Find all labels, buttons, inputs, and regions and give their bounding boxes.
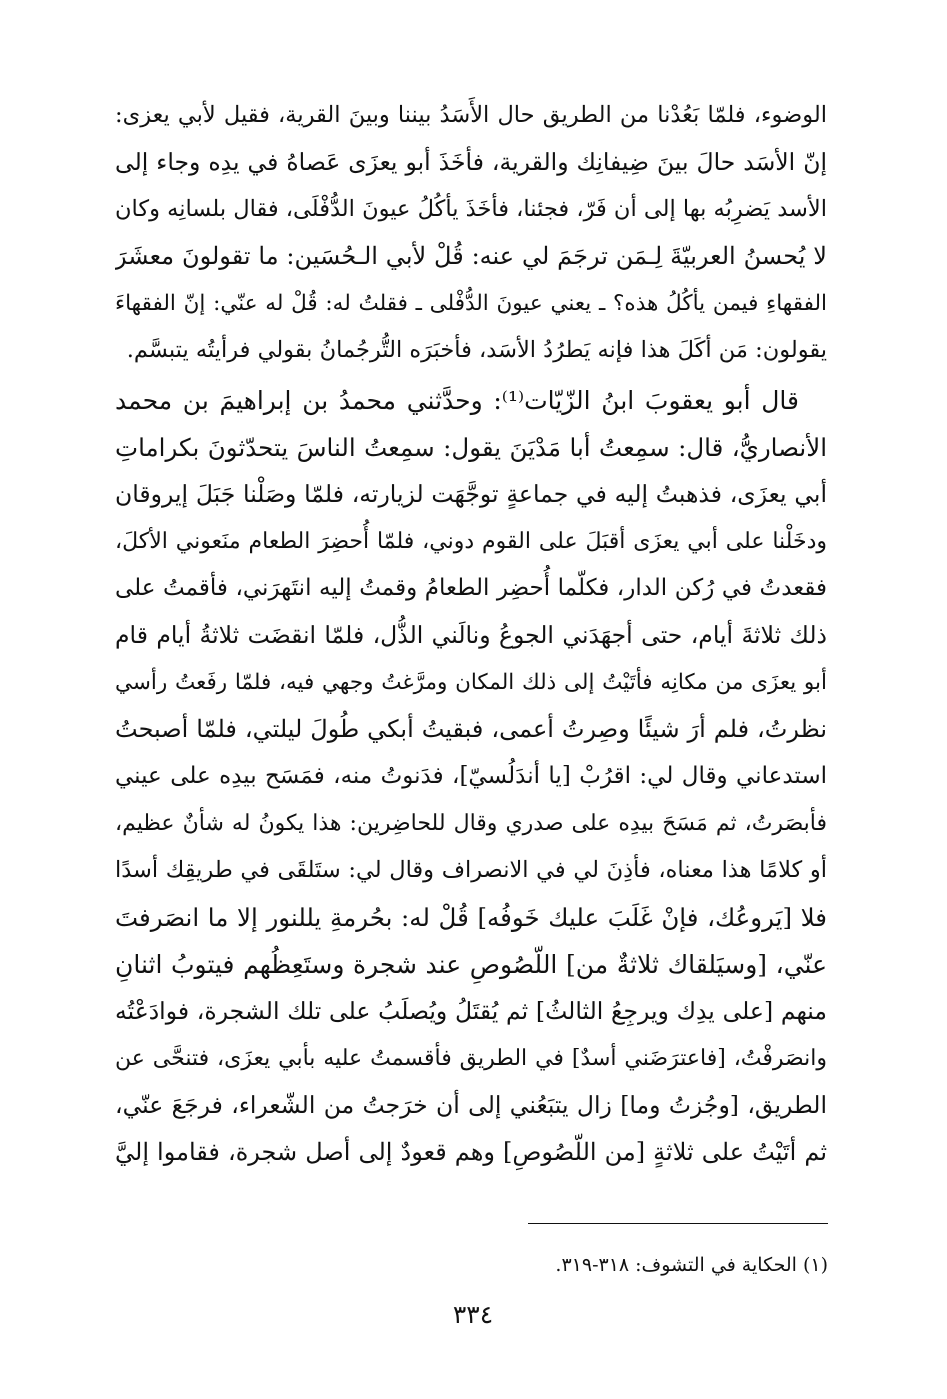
paragraph-2	[115, 377, 827, 1176]
text-line: الوضوء، فلمّا بَعُدْنا من الطريق حال الأَسَدُ بيننا وبينَ القرية، فقيل لأبي يعزى:	[115, 102, 827, 128]
footnote: (١) الحكاية في التشوف: ٣١٨-٣١٩.	[555, 1254, 828, 1276]
text-line: قال أبو يعقوبَ ابنُ الزّيّات⁽¹⁾: وحدَّثني محمدُ بن إبراهيمَ بن محمد	[115, 386, 799, 415]
text-line: الفقهاءِ فيمن يأكُلُ هذه؟ ـ يعني عيونَ الدُّفْلى ـ فقلتُ له: قُلْ له عنّي: إنّ الفقهاءَ	[115, 291, 827, 316]
text-line: فلا [يَروعُك، فإنْ غَلَبَ عليك خَوفُه] قُلْ له: بحُرمةِ يللنور إلا ما انصَرفتَ	[115, 903, 827, 932]
text-line: يقولون: مَن أكَلَ هذا فإنه يَطرُدُ الأسَد، فأخبَرَه التُّرجُمانُ بقولي فرأيتُه يتبسَّم.	[126, 337, 827, 363]
page-number: ٣٣٤	[452, 1300, 494, 1329]
text-line: ودخَلْنا على أبي يعزَى أقبَلَ على القوم دوني، فلمّا أُحضِرَ الطعام منَعوني الأكلَ،	[115, 529, 827, 554]
text-line: أبو يعزَى من مكانِه فأتَيْتُ إلى ذلك المكان ومرَّغتُ وجهي فيه، فلمّا رفَعتُ رأسي	[115, 670, 827, 695]
text-line: وانصَرفْتُ، [فاعترَضَني أسدٌ] في الطريق فأقسمتُ عليه بأبي يعزَى، فتنحَّى عن	[115, 1046, 827, 1071]
text-line: أو كلامًا هذا معناه، فأذِنَ لي في الانصراف وقال لي: ستَلقَى في طريقِك أسدًا	[115, 857, 827, 883]
text-line: منهم [على يدِك ويرجِعُ الثالثُ] ثم يُقتَلُ ويُصلَبُ على تلك الشجرة، فوادَعْتُه	[115, 997, 827, 1025]
footnote-divider	[528, 1223, 828, 1224]
text-line: ذلك ثلاثةَ أيام، حتى أجهَدَني الجوعُ ونالَني الذُّل، فلمّا انقضَت ثلاثةُ أيام قام	[115, 621, 827, 649]
text-line: فأبصَرتُ، ثم مَسَحَ بيدِه على صدري وقال للحاضِرين: هذا يكونُ له شأنٌ عظيم،	[115, 811, 827, 836]
text-line: الطريق، [وجُزتُ وما] زال يتبَعُني إلى أن خرَجتُ من الشّعراء، فرجَعَ عنّي،	[115, 1091, 827, 1119]
text-line: إنّ الأسَد حالَ بينَ ضِيفانِك والقرية، فأخَذَ أبو يعزَى عَصاهُ في يدِه وجاء إلى	[115, 148, 827, 176]
text-line: لا يُحسنُ العربيّةَ لِـمَن ترجَمَ لي عنه: قُلْ لأبي الـحُسَين: ما تقولونَ معشَرَ	[115, 242, 827, 270]
text-line: ثم أتَيْتُ على ثلاثةٍ [من اللّصُوصِ] وهم قعودٌ إلى أصل شجرة، فقاموا إليَّ	[115, 1138, 827, 1166]
text-line: الأسد يَضرِبُه بها إلى أن فَرّ، فجئنا، فأخَذَ يأكُلُ عيونَ الدُّفْلَى، فقال بلسانِه وكان	[115, 196, 827, 222]
text-line: عنّي، [وسيَلقاك ثلاثةٌ من] اللّصُوصِ عند شجرة وستَعِظُهم فيتوبُ اثنانِ	[115, 950, 827, 979]
paragraph-1	[115, 92, 827, 374]
text-line: استدعاني وقال لي: اقرُبْ [يا أندَلُسيّ]، فدَنوتُ منه، فمَسَح بيدِه على عيني	[115, 763, 827, 789]
text-line: أبي يعزَى، فذهبتُ إليه في جماعةٍ توجَّهَت لزيارته، فلمّا وصَلْنا جَبَلَ إيروقان	[115, 480, 827, 508]
text-line: فقعدتُ في رُكن الدار، فكلّما أُحضِر الطعامُ وقمتُ إليه انتَهرَني، فأقمتُ على	[115, 575, 827, 601]
text-line: الأنصاريُّ، قال: سمِعتُ أبا مَدْيَنَ يقول: سمِعتُ الناسَ يتحدّثونَ بكراماتِ	[115, 433, 827, 462]
text-line: نظرتُ، فلم أرَ شيئًا وصِرتُ أعمى، فبقيتُ أبكي طُولَ ليلتي، فلمّا أصبحتُ	[115, 715, 827, 743]
